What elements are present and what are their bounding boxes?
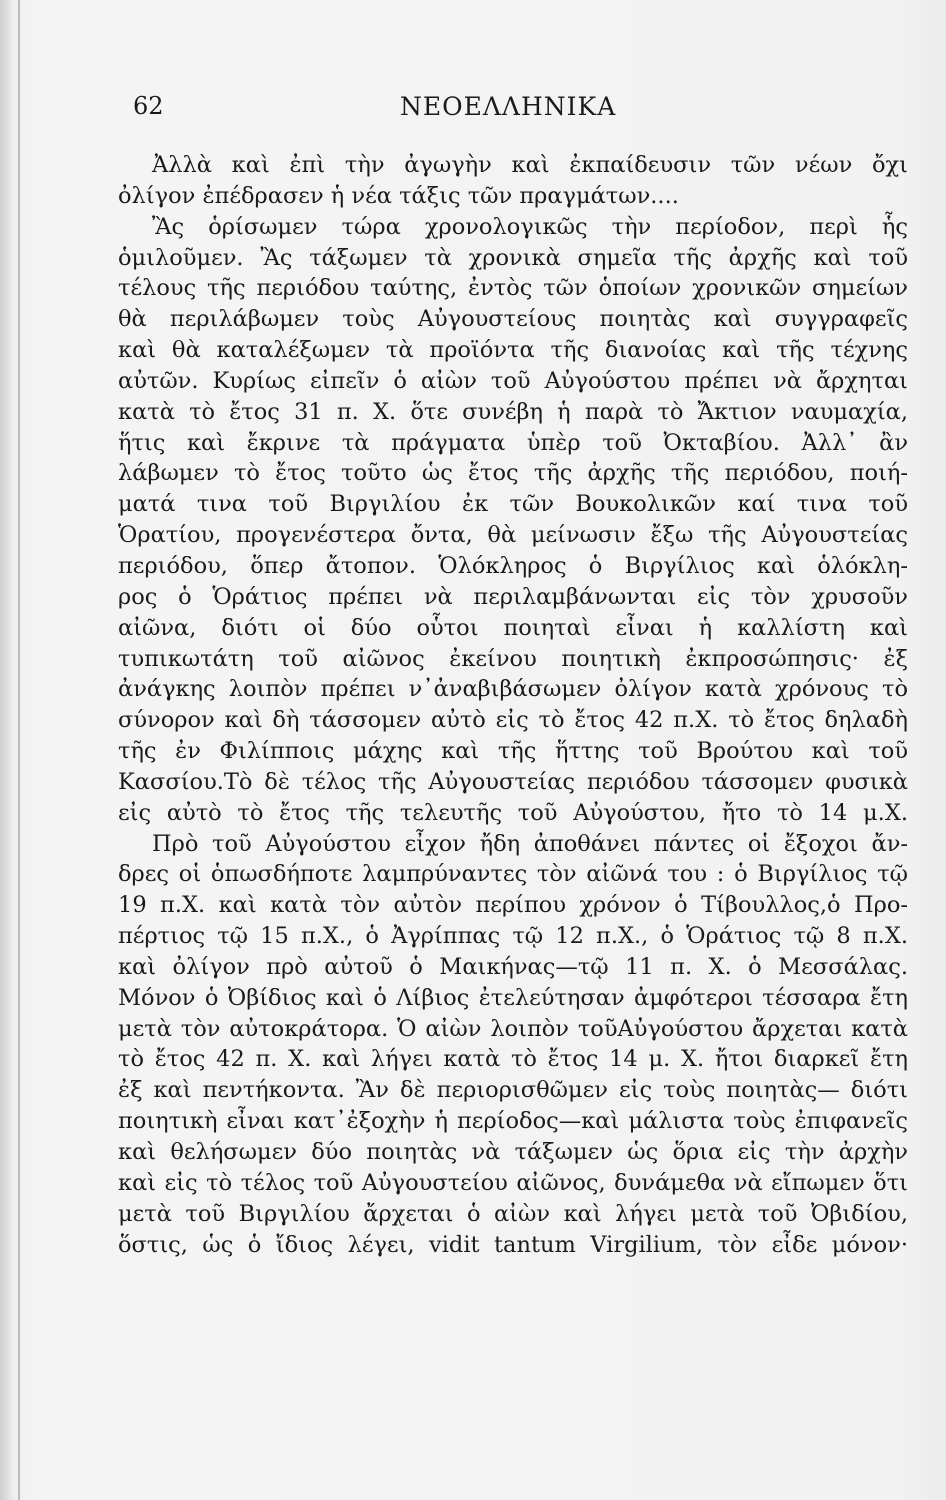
text-line: ὁμιλοῦμεν. Ἂς τάξωμεν τὰ χρονικὰ σημεῖα τῆς ἀρχῆς καὶ τοῦ [118, 244, 908, 271]
text-line: μετὰ τὸν αὐτοκράτορα. Ὁ αἰὼν λοιπὸν τοῦΑὐγούστου ἄρχεται κατὰ [118, 1015, 908, 1042]
text-line: σύνορον καὶ δὴ τάσσομεν αὐτὸ εἰς τὸ ἔτος 42 π.Χ. τὸ ἔτος δηλαδὴ [118, 707, 908, 734]
text-line: Ὁρατίου, προγενέστερα ὄντα, θὰ μείνωσιν ἔξω τῆς Αὐγουστείας [118, 522, 908, 549]
text-line: δρες οἱ ὁπωσδήποτε λαμπρύναντες τὸν αἰῶνά του : ὁ Βιργίλιος τῷ [118, 861, 908, 888]
text-line: τυπικωτάτη τοῦ αἰῶνος ἐκείνου ποιητικὴ ἐκπροσώπησις· ἐξ [118, 645, 908, 672]
text-line: Ἂς ὁρίσωμεν τώρα χρονολογικῶς τὴν περίοδον, περὶ ἧς [152, 213, 908, 240]
text-line: τὸ ἔτος 42 π. Χ. καὶ λήγει κατὰ τὸ ἔτος 14 μ. Χ. ἤτοι διαρκεῖ ἔτη [118, 1046, 908, 1073]
text-line: ἐξ καὶ πεντήκοντα. Ἂν δὲ περιορισθῶμεν εἰς τοὺς ποιητὰς— διότι [118, 1077, 908, 1104]
page-gutter-edge [18, 0, 20, 1500]
text-line: μετὰ τοῦ Βιργιλίου ἄρχεται ὁ αἰὼν καὶ λήγει μετὰ τοῦ Ὀβιδίου, [118, 1200, 908, 1227]
text-line: ὀλίγον ἐπέδρασεν ἡ νέα τάξις τῶν πραγμάτων.... [118, 182, 679, 209]
text-line: ἀνάγκης λοιπὸν πρέπει ν᾽ἀναβιβάσωμεν ὀλίγον κατὰ χρόνους τὸ [118, 676, 908, 703]
text-line: ματά τινα τοῦ Βιργιλίου ἐκ τῶν Βουκολικῶν καί τινα τοῦ [118, 491, 908, 518]
text-line: καὶ εἰς τὸ τέλος τοῦ Αὐγουστείου αἰῶνος, δυνάμεθα νὰ εἴπωμεν ὅτι [118, 1169, 908, 1196]
text-line: Ἀλλὰ καὶ ἐπὶ τὴν ἀγωγὴν καὶ ἐκπαίδευσιν τῶν νέων ὄχι [152, 152, 908, 178]
text-line: λάβωμεν τὸ ἔτος τοῦτο ὡς ἔτος τῆς ἀρχῆς τῆς περιόδου, ποιή- [118, 460, 908, 487]
text-line: ρος ὁ Ὁράτιος πρέπει νὰ περιλαμβάνωνται εἰς τὸν χρυσοῦν [118, 583, 908, 610]
text-line: περιόδου, ὅπερ ἄτοπον. Ὁλόκληρος ὁ Βιργίλιος καὶ ὁλόκλη- [118, 552, 908, 579]
body-text [118, 150, 908, 1260]
text-line: καὶ θὰ καταλέξωμεν τὰ προϊόντα τῆς διανοίας καὶ τῆς τέχνης [118, 337, 908, 364]
text-line: τέλους τῆς περιόδου ταύτης, ἐντὸς τῶν ὁποίων χρονικῶν σημείων [118, 275, 908, 302]
text-line: Κασσίου.Τὸ δὲ τέλος τῆς Αὐγουστείας περιόδου τάσσομεν φυσικὰ [118, 768, 908, 795]
text-line: ὅστις, ὡς ὁ ἴδιος λέγει, vidit tantum Virgilium, τὸν εἶδε μόνον· [118, 1231, 908, 1258]
text-line: Πρὸ τοῦ Αὐγούστου εἶχον ἤδη ἀποθάνει πάντες οἱ ἔξοχοι ἄν- [152, 830, 908, 857]
text-line: αἰῶνα, διότι οἱ δύο οὗτοι ποιηταὶ εἶναι ἡ καλλίστη καὶ [118, 614, 908, 641]
text-line: πέρτιος τῷ 15 π.Χ., ὁ Ἀγρίππας τῷ 12 π.Χ., ὁ Ὁράτιος τῷ 8 π.Χ. [118, 923, 908, 950]
page-header [0, 92, 946, 126]
text-line: τῆς ἐν Φιλίπποις μάχης καὶ τῆς ἥττης τοῦ Βρούτου καὶ τοῦ [118, 738, 908, 765]
text-line: καὶ θελήσωμεν δύο ποιητὰς νὰ τάξωμεν ὡς ὅρια εἰς τὴν ἀρχὴν [118, 1139, 908, 1165]
text-line: κατὰ τὸ ἔτος 31 π. Χ. ὅτε συνέβη ἡ παρὰ τὸ Ἄκτιον ναυμαχία, [118, 398, 908, 425]
text-line: Μόνον ὁ Ὀβίδιος καὶ ὁ Λίβιος ἐτελεύτησαν ἀμφότεροι τέσσαρα ἔτη [118, 984, 908, 1011]
text-line: καὶ ὀλίγον πρὸ αὐτοῦ ὁ Μαικήνας—τῷ 11 π. Χ. ὁ Μεσσάλας. [118, 953, 908, 980]
text-line: ποιητικὴ εἶναι κατ᾽ἐξοχὴν ἡ περίοδος—καὶ μάλιστα τοὺς ἐπιφανεῖς [118, 1108, 908, 1135]
text-line: ἥτις καὶ ἔκρινε τὰ πράγματα ὑπὲρ τοῦ Ὀκταβίου. Ἀλλ᾽ ἂν [118, 429, 908, 456]
text-line: εἰς αὐτὸ τὸ ἔτος τῆς τελευτῆς τοῦ Αὐγούστου, ἤτο τὸ 14 μ.Χ. [118, 799, 908, 826]
text-line: 19 π.Χ. καὶ κατὰ τὸν αὐτὸν περίπου χρόνον ὁ Τίβουλλος,ὁ Προ- [118, 892, 908, 919]
text-line: θὰ περιλάβωμεν τοὺς Αὐγουστείους ποιητὰς καὶ συγγραφεῖς [118, 306, 908, 333]
text-line: αὐτῶν. Κυρίως εἰπεῖν ὁ αἰὼν τοῦ Αὐγούστου πρέπει νὰ ἄρχηται [118, 367, 908, 394]
running-title: ΝΕΟΕΛΛΗΝΙΚΑ [400, 92, 617, 121]
page-number: 62 [133, 92, 164, 120]
